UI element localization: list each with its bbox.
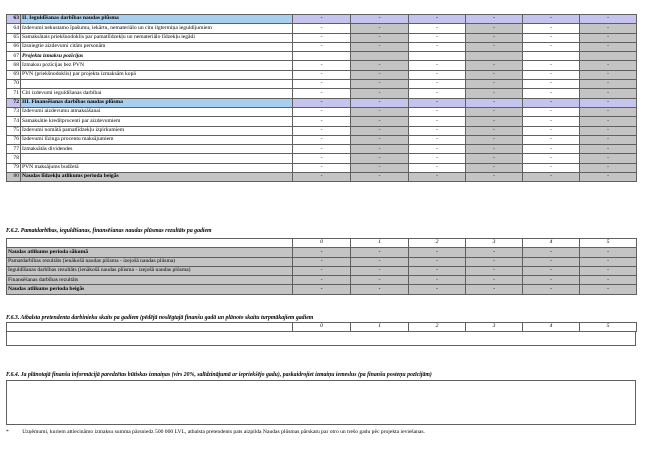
value-cell[interactable]: - [466, 89, 523, 98]
value-cell[interactable]: - [409, 89, 466, 98]
value-cell[interactable]: - [523, 135, 580, 144]
row-number: 70 [7, 80, 21, 89]
value-cell[interactable]: - [580, 61, 637, 70]
value-cell[interactable]: - [293, 89, 351, 98]
value-cell[interactable]: - [409, 257, 466, 266]
value-cell[interactable]: - [351, 163, 409, 172]
value-cell[interactable]: - [409, 154, 466, 163]
value-cell[interactable]: - [351, 15, 409, 24]
row-number: 64 [7, 24, 21, 33]
table-row [7, 52, 637, 61]
value-cell[interactable]: - [409, 145, 466, 154]
value-cell[interactable] [466, 52, 523, 61]
value-cell[interactable]: - [409, 15, 466, 24]
value-cell[interactable]: - [351, 248, 409, 257]
value-cell[interactable] [580, 52, 637, 61]
row-number: 66 [7, 42, 21, 51]
row-label: Samaksātais priekšnodoklis par pamatlīdzekļu un nemateriālo līdzekļu iegādi [21, 33, 293, 42]
value-cell[interactable]: - [351, 257, 409, 266]
row-label: Izdevumi līzinga procentu maksājumiem [21, 135, 293, 144]
table-row [7, 117, 637, 126]
year-header: 5 [580, 239, 637, 248]
value-cell[interactable]: - [409, 80, 466, 89]
value-cell[interactable]: - [466, 145, 523, 154]
value-cell[interactable]: - [523, 33, 580, 42]
year-header: 4 [523, 239, 580, 248]
value-cell[interactable]: - [523, 98, 580, 107]
value-cell[interactable]: - [466, 248, 523, 257]
value-cell[interactable]: - [580, 80, 637, 89]
value-cell[interactable]: - [293, 285, 351, 294]
table-row [7, 15, 637, 24]
value-cell[interactable]: - [351, 117, 409, 126]
row-number: 78 [7, 154, 21, 163]
value-cell[interactable] [523, 52, 580, 61]
value-cell[interactable]: - [293, 117, 351, 126]
row-number: 77 [7, 145, 21, 154]
value-cell[interactable]: - [580, 276, 637, 285]
table-row [7, 154, 637, 163]
table-row [7, 80, 637, 89]
value-cell[interactable]: - [293, 42, 351, 51]
value-cell[interactable]: - [580, 135, 637, 144]
f63-entry-area[interactable] [6, 331, 636, 346]
value-cell[interactable]: - [580, 89, 637, 98]
value-cell[interactable]: - [466, 266, 523, 275]
value-cell[interactable]: - [293, 248, 351, 257]
row-number: 79 [7, 163, 21, 172]
value-cell[interactable]: - [466, 257, 523, 266]
year-header: 3 [466, 323, 523, 332]
value-cell[interactable]: - [466, 163, 523, 172]
row-label: Finansēšanas darbības rezultāts [7, 276, 293, 285]
value-cell[interactable]: - [293, 257, 351, 266]
value-cell[interactable]: - [523, 145, 580, 154]
header-blank [7, 239, 293, 248]
row-label [21, 154, 293, 163]
value-cell[interactable]: - [293, 173, 351, 182]
value-cell[interactable]: - [409, 266, 466, 275]
value-cell[interactable]: - [351, 154, 409, 163]
row-label: Naudas līdzekļu atlikums perioda beigās [21, 173, 293, 182]
value-cell[interactable]: - [293, 80, 351, 89]
row-label: Naudas atlikums perioda sākumā [7, 248, 293, 257]
value-cell[interactable]: - [351, 107, 409, 116]
row-number: 65 [7, 33, 21, 42]
row-label: Izdevumi aizdevumu atmaksāšanai [21, 107, 293, 116]
f62-table [6, 238, 637, 295]
value-cell[interactable]: - [466, 117, 523, 126]
value-cell[interactable]: - [293, 266, 351, 275]
value-cell[interactable]: - [523, 15, 580, 24]
value-cell[interactable]: - [523, 126, 580, 135]
value-cell[interactable]: - [293, 163, 351, 172]
row-label: Izsniegtie aizdevumi citām personām [21, 42, 293, 51]
value-cell[interactable]: - [466, 33, 523, 42]
value-cell[interactable]: - [293, 107, 351, 116]
value-cell[interactable]: - [466, 70, 523, 79]
value-cell[interactable]: - [293, 154, 351, 163]
value-cell[interactable]: - [580, 33, 637, 42]
value-cell[interactable]: - [409, 276, 466, 285]
value-cell[interactable]: - [409, 126, 466, 135]
value-cell[interactable]: - [523, 42, 580, 51]
value-cell[interactable]: - [293, 70, 351, 79]
value-cell[interactable]: - [409, 70, 466, 79]
value-cell[interactable]: - [466, 135, 523, 144]
year-header: 3 [466, 239, 523, 248]
table-row [7, 33, 637, 42]
table-row [7, 266, 637, 275]
value-cell[interactable]: - [409, 24, 466, 33]
row-label: Projekta izmaksu pozīcijas [21, 52, 293, 61]
value-cell[interactable]: - [409, 98, 466, 107]
value-cell[interactable] [293, 52, 351, 61]
value-cell[interactable]: - [523, 266, 580, 275]
row-label: Pamatdarbības rezultāts (ienākošā naudas plūsma - izejošā naudas plūsma) [7, 257, 293, 266]
value-cell[interactable]: - [351, 285, 409, 294]
row-number: 73 [7, 107, 21, 116]
value-cell[interactable]: - [466, 276, 523, 285]
table-row [7, 248, 637, 257]
value-cell[interactable]: - [580, 248, 637, 257]
value-cell[interactable]: - [351, 126, 409, 135]
table-row [7, 126, 637, 135]
row-number: 69 [7, 70, 21, 79]
value-cell[interactable]: - [466, 154, 523, 163]
year-header: 0 [293, 323, 351, 332]
value-cell[interactable]: - [466, 126, 523, 135]
value-cell[interactable] [409, 52, 466, 61]
value-cell[interactable]: - [293, 135, 351, 144]
value-cell[interactable]: - [351, 80, 409, 89]
year-header: 0 [293, 239, 351, 248]
year-header-row [7, 239, 637, 248]
value-cell[interactable]: - [409, 285, 466, 294]
value-cell[interactable]: - [580, 70, 637, 79]
row-label: III. Finansēšanas darbības naudas plūsma [21, 98, 293, 107]
footnote-text: Uzņēmumi, kuriem attiecināmo izmaksu summa pārsniedz 500 000 LVL, atbalsta pretendents pats aizpilda Naudas plūsmas pārskatu par otro un trešo gadu pēc projekta ieviešanas. [22, 429, 425, 435]
value-cell[interactable]: - [351, 61, 409, 70]
footnote [6, 429, 425, 435]
row-label: PVN (priekšnodoklis) par projekta izmaksām kopā [21, 70, 293, 79]
value-cell[interactable]: - [409, 117, 466, 126]
value-cell[interactable]: - [580, 98, 637, 107]
value-cell[interactable]: - [293, 98, 351, 107]
value-cell[interactable]: - [293, 145, 351, 154]
row-label: Izmaksu pozīcijas bez PVN [21, 61, 293, 70]
row-number: 71 [7, 89, 21, 98]
table-row [7, 276, 637, 285]
row-number: 67 [7, 52, 21, 61]
value-cell[interactable]: - [293, 126, 351, 135]
value-cell[interactable]: - [409, 173, 466, 182]
value-cell[interactable]: - [580, 285, 637, 294]
value-cell[interactable]: - [466, 24, 523, 33]
row-number: 76 [7, 135, 21, 144]
value-cell[interactable]: - [580, 107, 637, 116]
value-cell[interactable]: - [466, 15, 523, 24]
year-header: 5 [580, 323, 637, 332]
table-row [7, 285, 637, 294]
section-f63-title: F.6.3. Atbalsta pretendenta darbinieku skaits pa gadiem (pēdējā noslēgtajā finanšu gadā un plānoto skaitu turpmākajiem gadiem [6, 315, 314, 321]
table-row [7, 173, 637, 182]
value-cell[interactable]: - [409, 163, 466, 172]
value-cell[interactable]: - [580, 126, 637, 135]
value-cell[interactable]: - [523, 257, 580, 266]
value-cell[interactable]: - [523, 285, 580, 294]
table-row [7, 89, 637, 98]
value-cell[interactable]: - [580, 15, 637, 24]
value-cell[interactable]: - [523, 154, 580, 163]
year-header: 2 [409, 323, 466, 332]
value-cell[interactable]: - [523, 89, 580, 98]
value-cell[interactable]: - [580, 145, 637, 154]
row-number: 74 [7, 117, 21, 126]
value-cell[interactable]: - [523, 276, 580, 285]
value-cell[interactable]: - [580, 154, 637, 163]
row-label: II. Ieguldīšanas darbības naudas plūsma [21, 15, 293, 24]
table-row [7, 42, 637, 51]
row-label: Samaksātie kredītprocenti par aizdevumiem [21, 117, 293, 126]
value-cell[interactable]: - [523, 24, 580, 33]
table-row [7, 98, 637, 107]
value-cell[interactable]: - [409, 33, 466, 42]
value-cell[interactable]: - [580, 163, 637, 172]
value-cell[interactable]: - [351, 24, 409, 33]
table-row [7, 135, 637, 144]
value-cell[interactable]: - [523, 107, 580, 116]
value-cell[interactable]: - [293, 33, 351, 42]
value-cell[interactable]: - [409, 135, 466, 144]
value-cell[interactable]: - [351, 42, 409, 51]
value-cell[interactable]: - [466, 285, 523, 294]
value-cell[interactable]: - [466, 173, 523, 182]
row-label: PVN maksājums budžetā [21, 163, 293, 172]
table-row [7, 257, 637, 266]
value-cell[interactable]: - [293, 276, 351, 285]
value-cell[interactable]: - [409, 61, 466, 70]
value-cell[interactable]: - [580, 257, 637, 266]
table-row [7, 70, 637, 79]
value-cell[interactable]: - [523, 117, 580, 126]
value-cell[interactable]: - [466, 107, 523, 116]
row-number: 68 [7, 61, 21, 70]
value-cell[interactable]: - [523, 163, 580, 172]
row-label: Citi izdevumi ieguldīšanas darbībai [21, 89, 293, 98]
table-row [7, 61, 637, 70]
value-cell[interactable]: - [351, 276, 409, 285]
value-cell[interactable]: - [466, 98, 523, 107]
value-cell[interactable]: - [351, 173, 409, 182]
value-cell[interactable]: - [293, 15, 351, 24]
value-cell[interactable]: - [293, 61, 351, 70]
year-header: 1 [351, 239, 409, 248]
value-cell[interactable]: - [580, 266, 637, 275]
row-number: 63 [7, 15, 21, 24]
value-cell[interactable] [351, 52, 409, 61]
value-cell[interactable]: - [351, 266, 409, 275]
value-cell[interactable]: - [466, 80, 523, 89]
value-cell[interactable]: - [351, 33, 409, 42]
value-cell[interactable]: - [351, 98, 409, 107]
value-cell[interactable]: - [580, 24, 637, 33]
row-label: Izdevumi nekustamo īpašumu, iekārtu, nemateriālo un citu ilgtermiņa ieguldījumiem [21, 24, 293, 33]
table-row [7, 145, 637, 154]
table-row [7, 163, 637, 172]
row-number: 80 [7, 173, 21, 182]
value-cell[interactable]: - [293, 24, 351, 33]
value-cell[interactable]: - [523, 173, 580, 182]
value-cell[interactable]: - [523, 80, 580, 89]
section-f64-title: F.6.4. Ja plānotajā finanšu informācijā paredzētas būtiskas izmaiņas (virs 20%, salīdzinājumā ar iepriekšējo gadu), paskaidrojiet izmaiņu iemeslus (pa finanšu posteņu pozīcijām) [6, 372, 432, 378]
year-header: 2 [409, 239, 466, 248]
value-cell[interactable]: - [466, 42, 523, 51]
footnote-mark: * [6, 429, 9, 435]
cash-flow-table [6, 14, 637, 182]
value-cell[interactable]: - [351, 70, 409, 79]
value-cell[interactable]: - [523, 248, 580, 257]
value-cell[interactable]: - [580, 117, 637, 126]
value-cell[interactable]: - [409, 42, 466, 51]
row-label [21, 80, 293, 89]
value-cell[interactable]: - [409, 248, 466, 257]
value-cell[interactable]: - [523, 70, 580, 79]
row-label: Naudas atlikums perioda beigās [7, 285, 293, 294]
section-f62-title: F.6.2. Pamatdarbības, ieguldīšanas, finansēšanas naudas plūsmas rezultāts pa gadiem [6, 228, 212, 234]
value-cell[interactable]: - [409, 107, 466, 116]
value-cell[interactable]: - [523, 61, 580, 70]
value-cell[interactable]: - [351, 135, 409, 144]
value-cell[interactable]: - [351, 145, 409, 154]
row-label: Izmaksātās dividendes [21, 145, 293, 154]
row-number: 75 [7, 126, 21, 135]
f64-explanation-box[interactable] [6, 380, 636, 425]
value-cell[interactable]: - [580, 42, 637, 51]
table-row [7, 24, 637, 33]
table-row [7, 107, 637, 116]
row-number: 72 [7, 98, 21, 107]
year-header: 4 [523, 323, 580, 332]
value-cell[interactable]: - [466, 61, 523, 70]
row-label: Izdevumi nomātā pamatlīdzekļu izpirkumiem [21, 126, 293, 135]
year-header: 1 [351, 323, 409, 332]
value-cell[interactable]: - [580, 173, 637, 182]
row-label: Ieguldīšanas darbības rezultāts (ienākošā naudas plūsma - izejošā naudas plūsma) [7, 266, 293, 275]
value-cell[interactable]: - [351, 89, 409, 98]
